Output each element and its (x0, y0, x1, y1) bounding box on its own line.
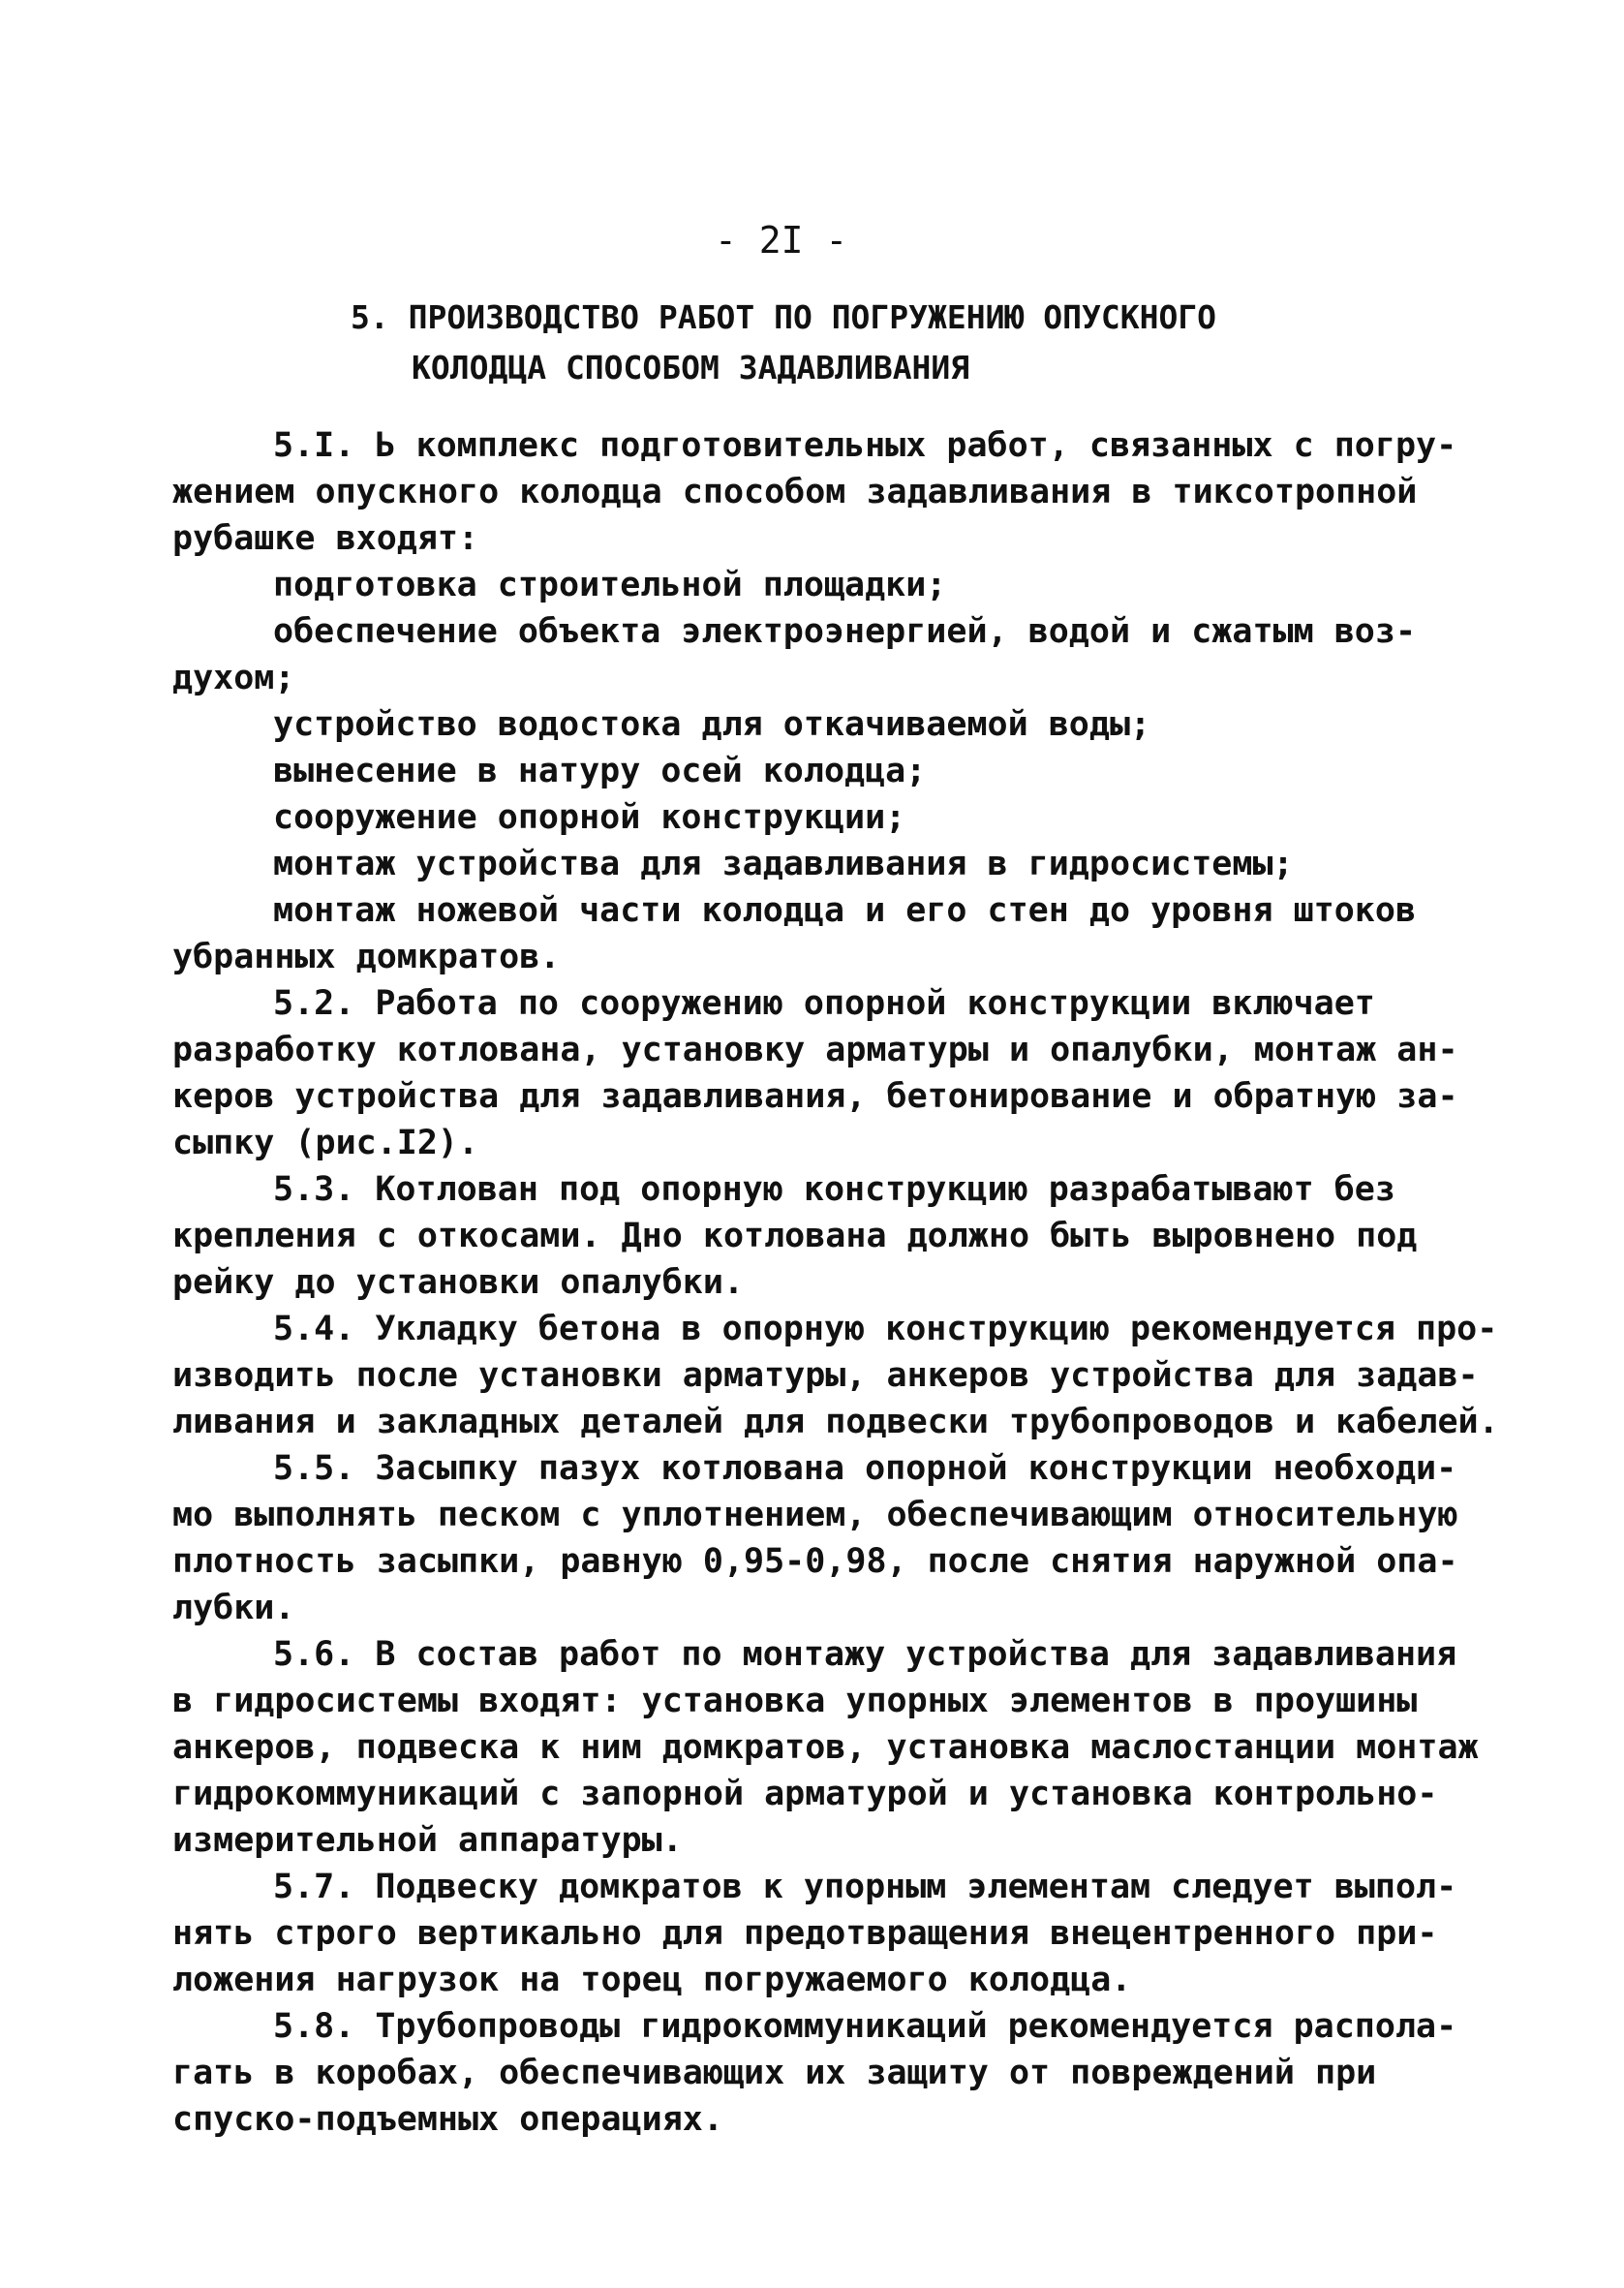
text-line: вынесение в натуру осей колодца; (273, 752, 927, 790)
text-line: измерительной аппаратуры. (172, 1821, 683, 1860)
text-line: подготовка строительной площадки; (273, 566, 947, 604)
text-line: рубашке входят: (172, 519, 479, 558)
section-heading-line-1: 5. ПРОИЗВОДСТВО РАБОТ ПО ПОГРУЖЕНИЮ ОПУСКНОГО (351, 298, 1217, 336)
text-line: ливания и закладных деталей для подвески трубопроводов и кабелей. (172, 1403, 1499, 1441)
text-line: 5.2. Работа по сооружению опорной конструкции включает (273, 984, 1375, 1023)
text-line: в гидросистемы входят: установка упорных элементов в проушины (172, 1682, 1418, 1720)
text-line: крепления с откосами. Дно котлована должно быть выровнено под (172, 1217, 1418, 1255)
text-line: 5.7. Подвеску домкратов к упорным элементам следует выпол- (273, 1868, 1457, 1906)
text-line: устройство водостока для откачиваемой воды; (273, 705, 1151, 744)
text-line: плотность засыпки, равную 0,95-0,98, после снятия наружной опа- (172, 1542, 1458, 1581)
text-line: 5.8. Трубопроводы гидрокоммуникаций рекомендуется распола- (273, 2007, 1457, 2046)
text-line: разработку котлована, установку арматуры и опалубки, монтаж ан- (172, 1031, 1458, 1069)
text-line: керов устройства для задавливания, бетонирование и обратную за- (172, 1077, 1458, 1116)
text-line: сооружение опорной конструкции; (273, 798, 906, 837)
text-line: монтаж ножевой части колодца и его стен до уровня штоков (273, 891, 1417, 930)
text-line: гать в коробах, обеспечивающих их защиту от повреждений при (172, 2054, 1377, 2092)
text-line: 5.4. Укладку бетона в опорную конструкцию рекомендуется про- (273, 1310, 1498, 1348)
text-line: анкеров, подвеска к ним домкратов, установка маслостанции монтаж (172, 1728, 1479, 1767)
text-line: нять строго вертикально для предотвращения внецентренного при- (172, 1914, 1438, 1953)
text-line: рейку до установки опалубки. (172, 1263, 745, 1302)
text-line: мо выполнять песком с уплотнением, обеспечивающим относительную (172, 1496, 1458, 1534)
text-line: 5.5. Засыпку пазух котлована опорной конструкции необходи- (273, 1449, 1457, 1488)
text-line: 5.I. Ь комплекс подготовительных работ, связанных с погру- (273, 426, 1457, 465)
text-line: изводить после установки арматуры, анкеров устройства для задав- (172, 1356, 1479, 1395)
text-line: духом; (172, 659, 295, 697)
page-number: - 2I - (715, 219, 848, 262)
text-line: ложения нагрузок на торец погружаемого колодца. (172, 1961, 1132, 1999)
text-line: обеспечение объекта электроэнергией, водой и сжатым воз- (273, 612, 1417, 651)
text-line: 5.6. В состав работ по монтажу устройства для задавливания (273, 1635, 1457, 1674)
text-line: гидрокоммуникаций с запорной арматурой и установка контрольно- (172, 1775, 1438, 1813)
text-line: монтаж устройства для задавливания в гидросистемы; (273, 845, 1294, 883)
text-line: спуско-подъемных операциях. (172, 2100, 723, 2139)
text-line: жением опускного колодца способом задавливания в тиксотропной (172, 473, 1418, 511)
text-line: убранных домкратов. (172, 938, 561, 976)
text-line: 5.3. Котлован под опорную конструкцию разрабатывают без (273, 1170, 1395, 1209)
text-line: сыпку (рис.I2). (172, 1124, 479, 1162)
text-line: лубки. (172, 1589, 295, 1627)
section-heading-line-2: КОЛОДЦА СПОСОБОМ ЗАДАВЛИВАНИЯ (412, 349, 970, 386)
